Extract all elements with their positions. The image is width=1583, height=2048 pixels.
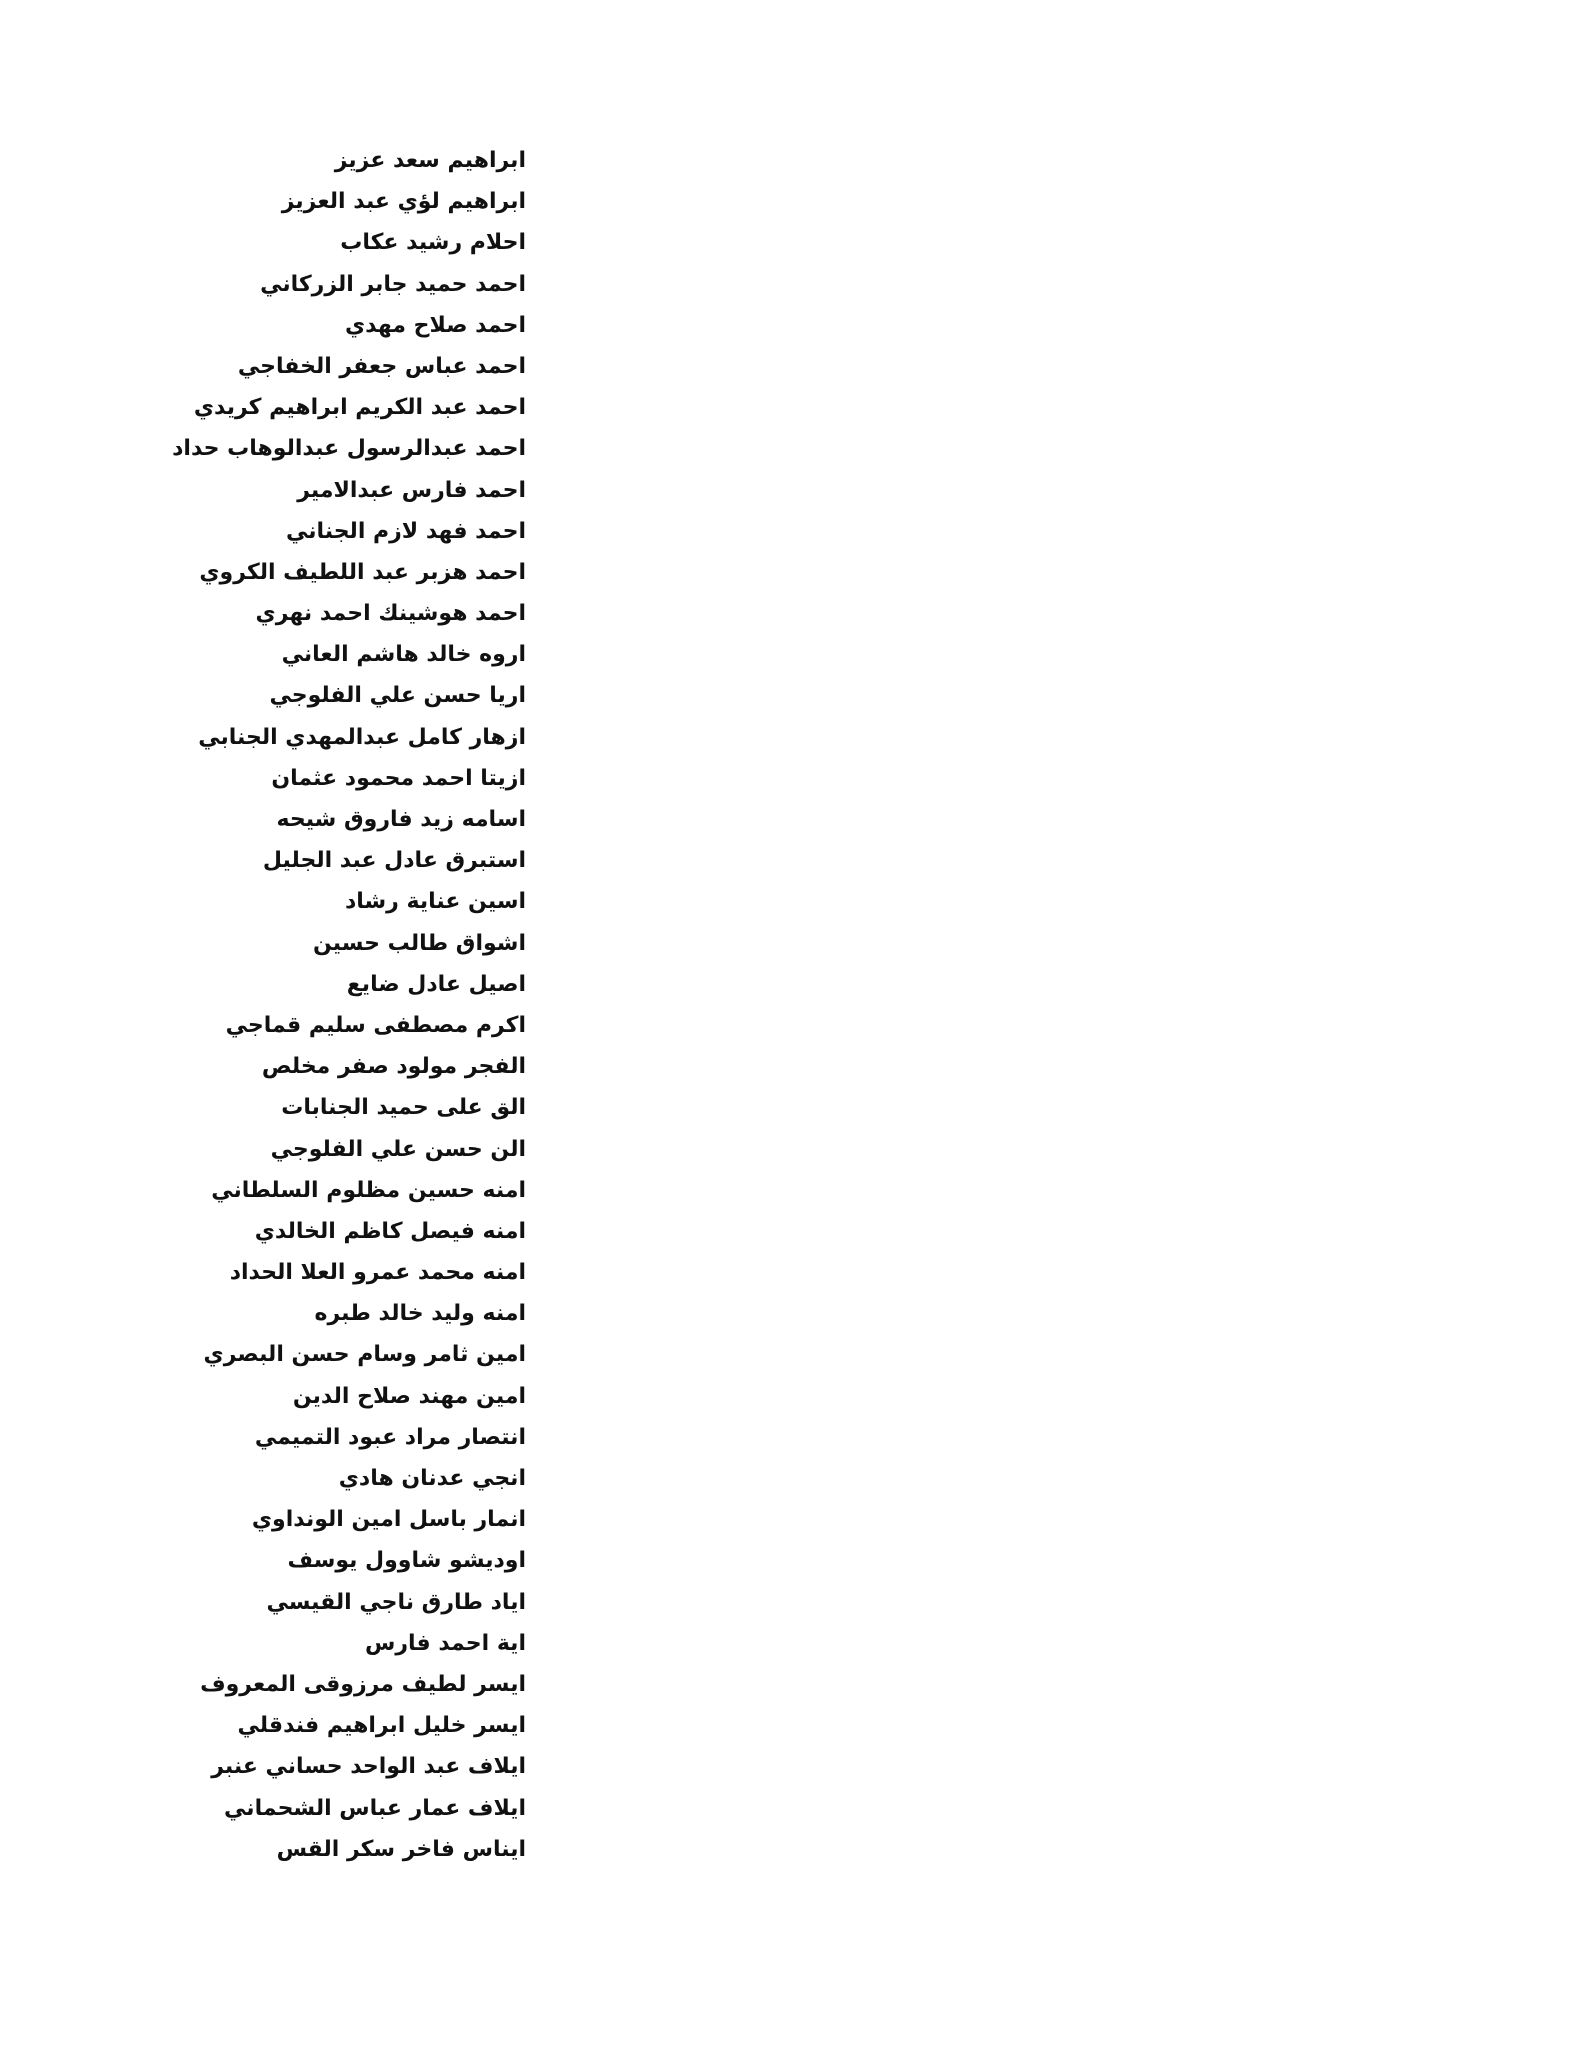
name-entry: ايلاف عمار عباس الشحماني — [224, 1795, 526, 1821]
name-entry: امنه وليد خالد طبره — [314, 1301, 526, 1327]
name-entry: احمد صلاح مهدي — [344, 312, 526, 338]
name-entry: احلام رشيد عكاب — [340, 230, 526, 256]
name-entry: ابراهيم لؤي عبد العزيز — [281, 189, 526, 215]
name-entry: احمد هزبر عبد اللطيف الكروي — [199, 559, 526, 585]
name-entry: اشواق طالب حسين — [312, 930, 526, 956]
name-entry: انجي عدنان هادي — [338, 1466, 526, 1491]
name-entry: ازهار كامل عبدالمهدي الجنابي — [198, 724, 526, 750]
name-entry: ايسر لطيف مرزوقى المعروف — [200, 1671, 526, 1697]
name-entry: الفجر مولود صفر مخلص — [261, 1054, 526, 1080]
name-entry: ابراهيم سعد عزيز — [334, 148, 526, 173]
name-entry: احمد فهد لازم الجناني — [285, 518, 526, 544]
name-entry: اياد طارق ناجي القيسي — [266, 1589, 526, 1615]
name-entry: اية احمد فارس — [364, 1630, 526, 1656]
names-list — [86, 140, 526, 1870]
name-entry: امنه محمد عمرو العلا الحداد — [229, 1260, 526, 1286]
name-entry: الق على حميد الجنابات — [281, 1095, 526, 1121]
name-entry: ايسر خليل ابراهيم فندقلي — [237, 1713, 526, 1739]
name-entry: ايلاف عبد الواحد حساني عنبر — [211, 1754, 526, 1780]
name-entry: استبرق عادل عبد الجليل — [262, 848, 526, 874]
name-entry: اريا حسن علي الفلوجي — [269, 683, 526, 709]
name-entry: احمد عباس جعفر الخفاجي — [237, 353, 526, 379]
name-entry: اسين عناية رشاد — [345, 889, 526, 915]
name-entry: احمد هوشينك احمد نهري — [255, 601, 526, 627]
name-entry: امنه حسين مظلوم السلطاني — [211, 1177, 526, 1203]
name-entry: ايناس فاخر سكر القس — [276, 1836, 526, 1862]
name-entry: اروه خالد هاشم العاني — [281, 642, 526, 668]
name-entry: انتصار مراد عبود التميمي — [254, 1424, 526, 1450]
name-entry: الن حسن علي الفلوجي — [270, 1136, 526, 1162]
name-entry: امين ثامر وسام حسن البصري — [203, 1342, 526, 1368]
name-entry: احمد عبدالرسول عبدالوهاب حداد — [172, 436, 526, 462]
name-entry: امنه فيصل كاظم الخالدي — [254, 1218, 526, 1244]
name-entry: اكرم مصطفى سليم قماجي — [225, 1012, 526, 1038]
name-entry: احمد فارس عبدالامير — [297, 477, 526, 503]
name-entry: اوديشو شاوول يوسف — [287, 1548, 526, 1574]
name-entry: امين مهند صلاح الدين — [292, 1383, 526, 1409]
name-entry: احمد حميد جابر الزركاني — [260, 271, 526, 297]
name-entry: ازيتا احمد محمود عثمان — [271, 765, 526, 791]
name-entry: احمد عبد الكريم ابراهيم كريدي — [193, 395, 526, 421]
name-entry: اسامه زيد فاروق شيحه — [276, 807, 526, 832]
name-entry: اصيل عادل ضايع — [346, 971, 526, 997]
name-entry: انمار باسل امين الونداوي — [251, 1507, 526, 1533]
